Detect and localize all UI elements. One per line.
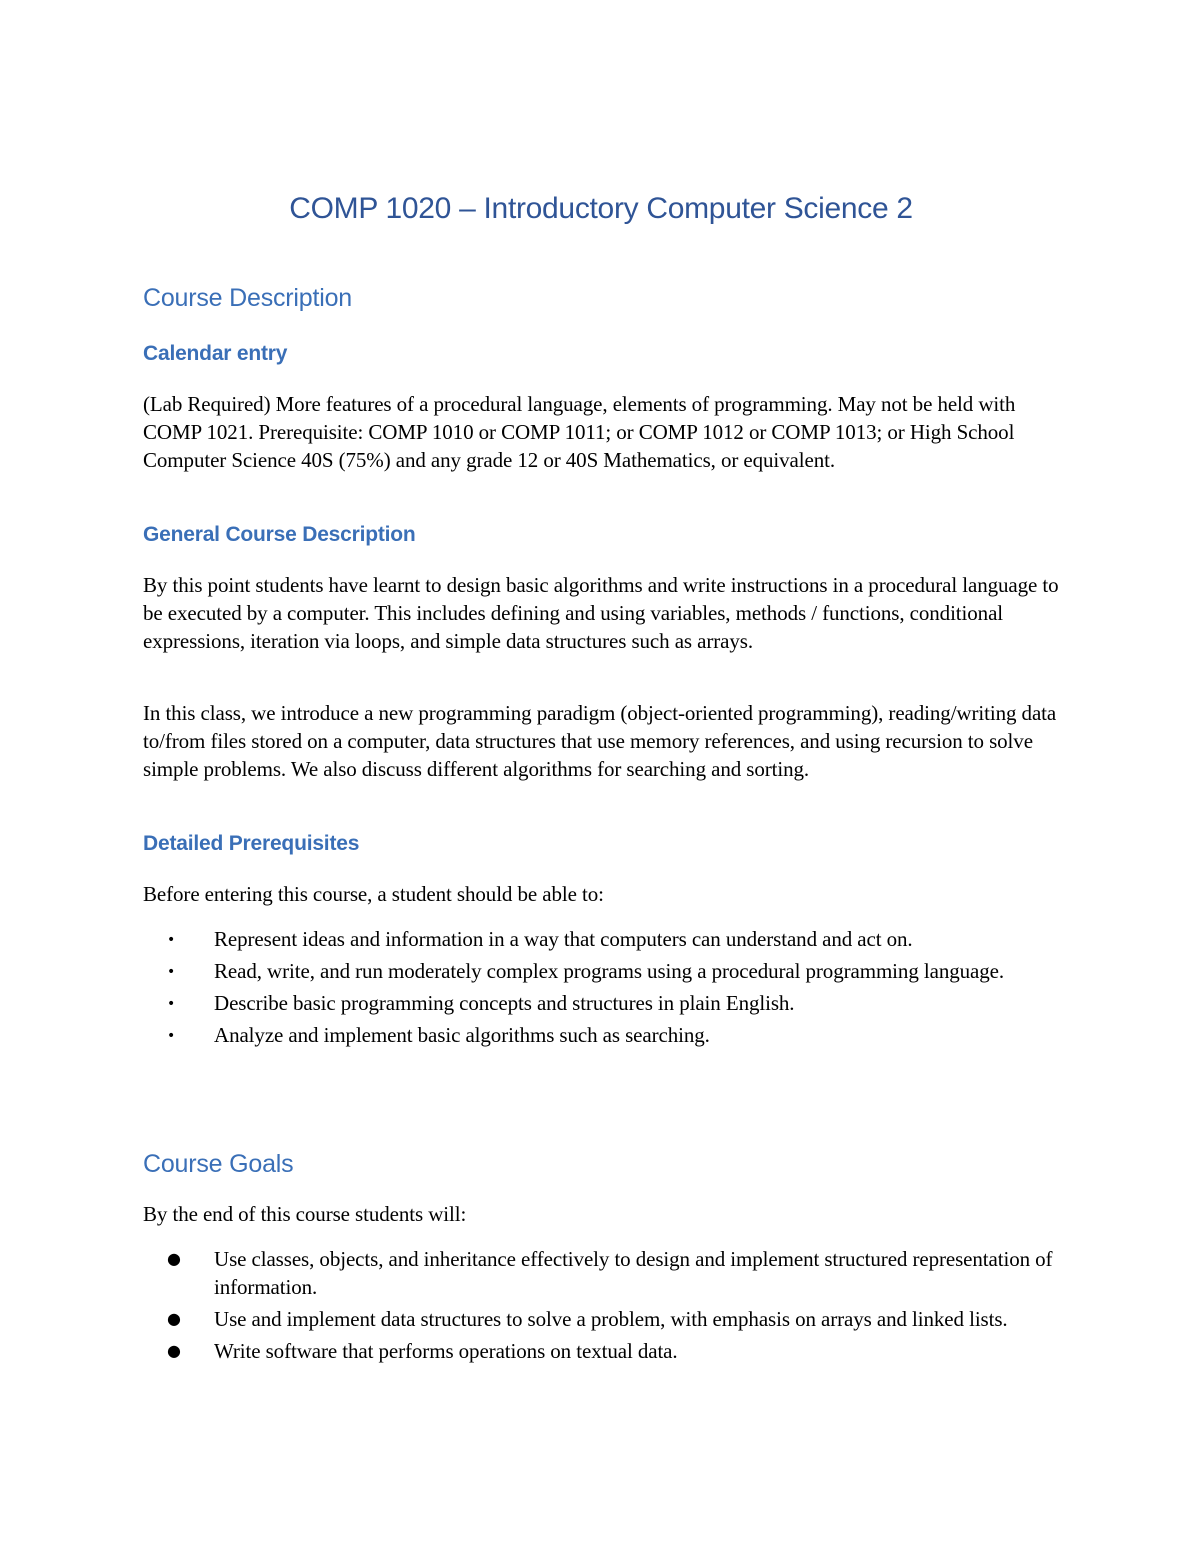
course-goals-list [143,1245,1063,1365]
prerequisite-item [143,957,1063,985]
course-goals-intro: By the end of this course students will: [143,1202,467,1226]
bullet-icon: • [167,1028,176,1044]
general-description-paragraph-1: By this point students have learnt to design basic algorithms and write instructions in a procedural language to be executed by a computer. This includes defining and using variables, methods / functions, conditional expressions, iteration via loops, and simple data structures such as arrays. [143,573,1059,653]
goal-item [143,1305,1063,1333]
general-description-heading: General Course Description [143,523,416,546]
bullet-icon: ● [167,1249,181,1268]
prerequisite-item-text: Read, write, and run moderately complex programs using a procedural programming language. [214,959,1005,983]
prerequisite-item-text: Represent ideas and information in a way that computers can understand and act on. [214,927,913,951]
prerequisite-item-text: Analyze and implement basic algorithms such as searching. [214,1023,710,1047]
prerequisite-item-text: Describe basic programming concepts and structures in plain English. [214,991,795,1015]
prerequisites-list [143,925,1063,1049]
calendar-entry-text: (Lab Required) More features of a procedural language, elements of programming. May not be held with COMP 1021. Prerequisite: COMP 1010 or COMP 1011; or COMP 1012 or COMP 1013; or High School Computer Science 40S (75%) and any grade 12 or 40S Mathematics, or equivalent. [143,392,1016,472]
goal-item [143,1337,1063,1365]
document-title: COMP 1020 – Introductory Computer Science 2 [289,192,913,225]
course-goals-heading: Course Goals [143,1150,294,1178]
prerequisites-heading: Detailed Prerequisites [143,832,360,855]
bullet-icon: • [167,932,176,948]
goal-item-text: Use and implement data structures to solve a problem, with emphasis on arrays and linked lists. [214,1307,1008,1331]
goal-item-text: Write software that performs operations on textual data. [214,1339,678,1363]
calendar-entry-heading: Calendar entry [143,342,288,365]
general-description-paragraph-2: In this class, we introduce a new programming paradigm (object-oriented programming), reading/writing data to/from files stored on a computer, data structures that use memory references, and using recursion to solve simple problems. We also discuss different algorithms for searching and sorting. [143,701,1057,781]
prerequisite-item [143,925,1063,953]
prerequisite-item [143,989,1063,1017]
bullet-icon: • [167,964,176,980]
prerequisite-item [143,1021,1063,1049]
bullet-icon: ● [167,1341,181,1360]
goal-item [143,1245,1063,1301]
course-description-heading: Course Description [143,284,352,312]
goal-item-text: Use classes, objects, and inheritance effectively to design and implement structured representation of information. [214,1247,1053,1299]
prerequisites-intro: Before entering this course, a student should be able to: [143,882,604,906]
bullet-icon: ● [167,1309,181,1328]
bullet-icon: • [167,996,176,1012]
